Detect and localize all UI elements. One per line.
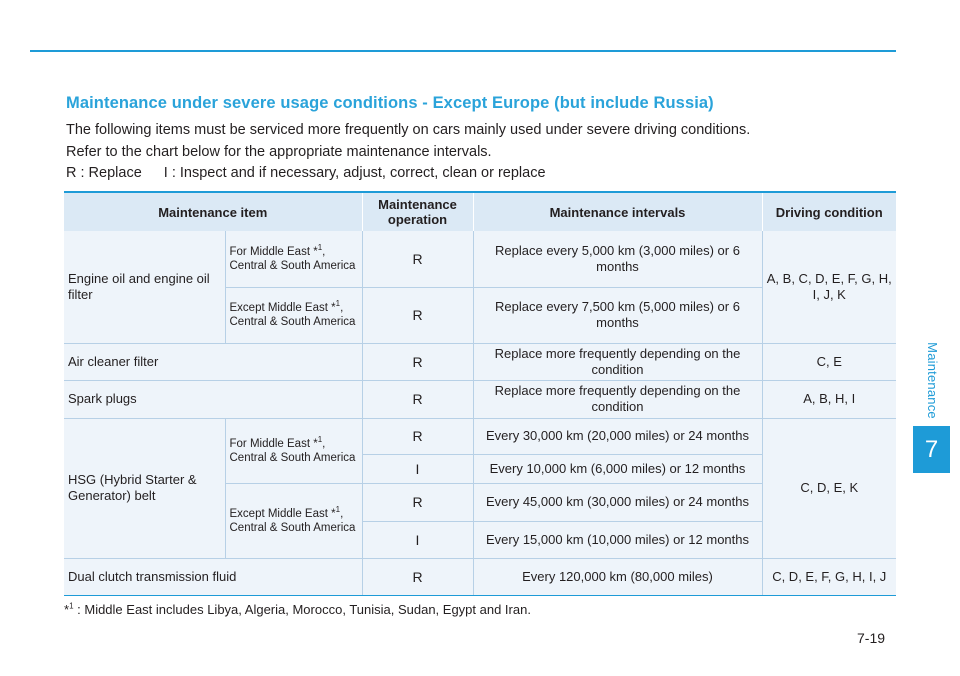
operation-cell: R <box>362 287 473 343</box>
interval-cell: Every 120,000 km (80,000 miles) <box>473 558 762 595</box>
operation-cell: R <box>362 558 473 595</box>
table-row <box>64 418 896 454</box>
header-rule <box>30 50 896 52</box>
interval-cell: Replace every 7,500 km (5,000 miles) or 6 months <box>473 287 762 343</box>
chapter-tab: 7 <box>913 426 950 473</box>
operation-cell: R <box>362 343 473 380</box>
operation-cell: R <box>362 380 473 418</box>
operation-cell: R <box>362 418 473 454</box>
operation-cell: I <box>362 454 473 483</box>
operation-cell: R <box>362 483 473 521</box>
interval-cell: Replace more frequently depending on the condition <box>473 343 762 380</box>
table-row <box>64 558 896 595</box>
region-cell: For Middle East *$^1$, Central & South America <box>225 231 362 287</box>
table-row <box>64 343 896 380</box>
interval-cell: Replace every 5,000 km (3,000 miles) or 6 months <box>473 231 762 287</box>
table-row <box>64 380 896 418</box>
footnote <box>64 602 531 617</box>
region-cell: For Middle East *$^1$, Central & South America <box>225 418 362 483</box>
condition-cell: C, D, E, F, G, H, I, J <box>762 558 896 595</box>
item-engine-oil: Engine oil and engine oil filter <box>64 231 225 343</box>
legend-inspect: I : Inspect and if necessary, adjust, correct, clean or replace <box>163 165 546 181</box>
table-row <box>64 231 896 287</box>
item-dct-fluid: Dual clutch transmission fluid <box>64 558 362 595</box>
region-cell: Except Middle East *$^1$, Central & South America <box>225 483 362 558</box>
section-side-label <box>922 340 942 420</box>
header-maintenance-intervals: Maintenance intervals <box>473 192 762 231</box>
header-driving-condition: Driving condition <box>762 192 896 231</box>
interval-cell: Every 30,000 km (20,000 miles) or 24 months <box>473 418 762 454</box>
header-maintenance-operation: Maintenance operation <box>362 192 473 231</box>
header-maintenance-item: Maintenance item <box>64 192 362 231</box>
condition-hsg-belt: C, D, E, K <box>762 418 896 558</box>
footnote-text: : Middle East includes Libya, Algeria, Morocco, Tunisia, Sudan, Egypt and Iran. <box>77 602 531 617</box>
footnote-mark: * <box>64 602 70 617</box>
item-spark-plugs: Spark plugs <box>64 380 362 418</box>
interval-cell: Replace more frequently depending on the condition <box>473 380 762 418</box>
interval-cell: Every 45,000 km (30,000 miles) or 24 months <box>473 483 762 521</box>
maintenance-schedule-table <box>64 191 896 596</box>
item-air-cleaner: Air cleaner filter <box>64 343 362 380</box>
section-label-text: Maintenance <box>924 341 940 419</box>
legend-line <box>66 164 546 182</box>
condition-cell: C, E <box>762 343 896 380</box>
condition-cell: A, B, H, I <box>762 380 896 418</box>
operation-cell: R <box>362 231 473 287</box>
section-title: Maintenance under severe usage conditions - Except Europe (but include Russia) <box>66 94 714 112</box>
condition-engine-oil: A, B, C, D, E, F, G, H, I, J, K <box>762 231 896 343</box>
operation-cell: I <box>362 521 473 558</box>
interval-cell: Every 10,000 km (6,000 miles) or 12 months <box>473 454 762 483</box>
page-number: 7-19 <box>857 630 886 646</box>
region-cell: Except Middle East *$^1$, Central & South America <box>225 287 362 343</box>
intro-line-2: Refer to the chart below for the appropriate maintenance intervals. <box>66 144 492 160</box>
intro-line-1: The following items must be serviced more frequently on cars mainly used under severe driving conditions. <box>66 122 751 138</box>
interval-cell: Every 15,000 km (10,000 miles) or 12 months <box>473 521 762 558</box>
item-hsg-belt: HSG (Hybrid Starter & Generator) belt <box>64 418 225 558</box>
footnote-index: 1 <box>69 601 74 611</box>
table-header-row <box>64 192 896 231</box>
legend-replace: R : Replace <box>66 165 142 181</box>
